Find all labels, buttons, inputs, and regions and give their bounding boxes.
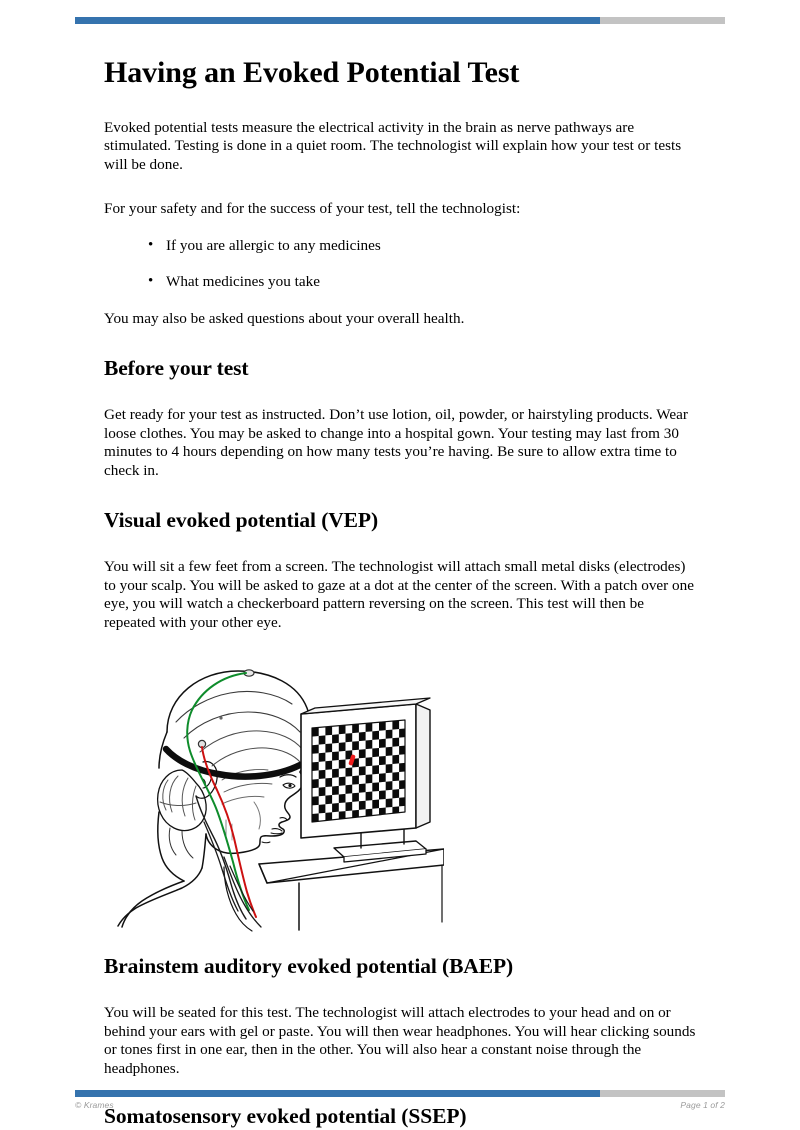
- section-heading-vep: Visual evoked potential (VEP): [104, 508, 379, 533]
- section-paragraph-vep: You will sit a few feet from a screen. The technologist will attach small metal disks (electrodes) to your scalp. You will be asked to gaze at a dot at the center of the screen. With a patch over one eye, you will watch a checkerboard pattern reversing on the screen. This test will then be repeated with your other eye.: [104, 558, 694, 631]
- page-title: Having an Evoked Potential Test: [104, 56, 520, 89]
- footer-rule-gray-segment: [600, 1090, 725, 1097]
- section-heading-before-your-test: Before your test: [104, 356, 249, 381]
- health-note: You may also be asked questions about your overall health.: [104, 309, 465, 327]
- document-content: [104, 0, 696, 1130]
- vep-illustration: [104, 652, 444, 932]
- section-paragraph-baep: You will be seated for this test. The technologist will attach electrodes to your head and on or behind your ears with gel or paste. You will then wear headphones. You will hear clicking sounds or tones first in one ear, then in the other. You will also hear a constant noise through the headphones.: [104, 1004, 696, 1077]
- page-number: Page 1 of 2: [680, 1100, 725, 1110]
- copyright-notice: © Krames: [75, 1100, 114, 1110]
- safety-bullet-list: [104, 237, 696, 292]
- footer: [75, 1100, 725, 1110]
- section-heading-baep: Brainstem auditory evoked potential (BAEP): [104, 954, 514, 979]
- section-paragraph-before-your-test: Get ready for your test as instructed. Don’t use lotion, oil, powder, or hairstyling products. Wear loose clothes. You may be asked to change into a hospital gown. Your testing may last from 30 minutes to 4 hours depending on how many tests you’re having. Be sure to allow extra time to check in.: [104, 406, 688, 479]
- section-heading-ssep: Somatosensory evoked potential (SSEP): [104, 1104, 467, 1129]
- list-item: • If you are allergic to any medicines: [148, 237, 696, 256]
- safety-lead-in: For your safety and for the success of your test, tell the technologist:: [104, 200, 521, 218]
- footer-rule: [75, 1090, 725, 1097]
- footer-rule-accent-segment: [75, 1090, 600, 1097]
- intro-paragraph: Evoked potential tests measure the electrical activity in the brain as nerve pathways are stimulated. Testing is done in a quiet room. The technologist will explain how your test or tests will be done.: [104, 118, 682, 173]
- list-item: • What medicines you take: [148, 273, 696, 292]
